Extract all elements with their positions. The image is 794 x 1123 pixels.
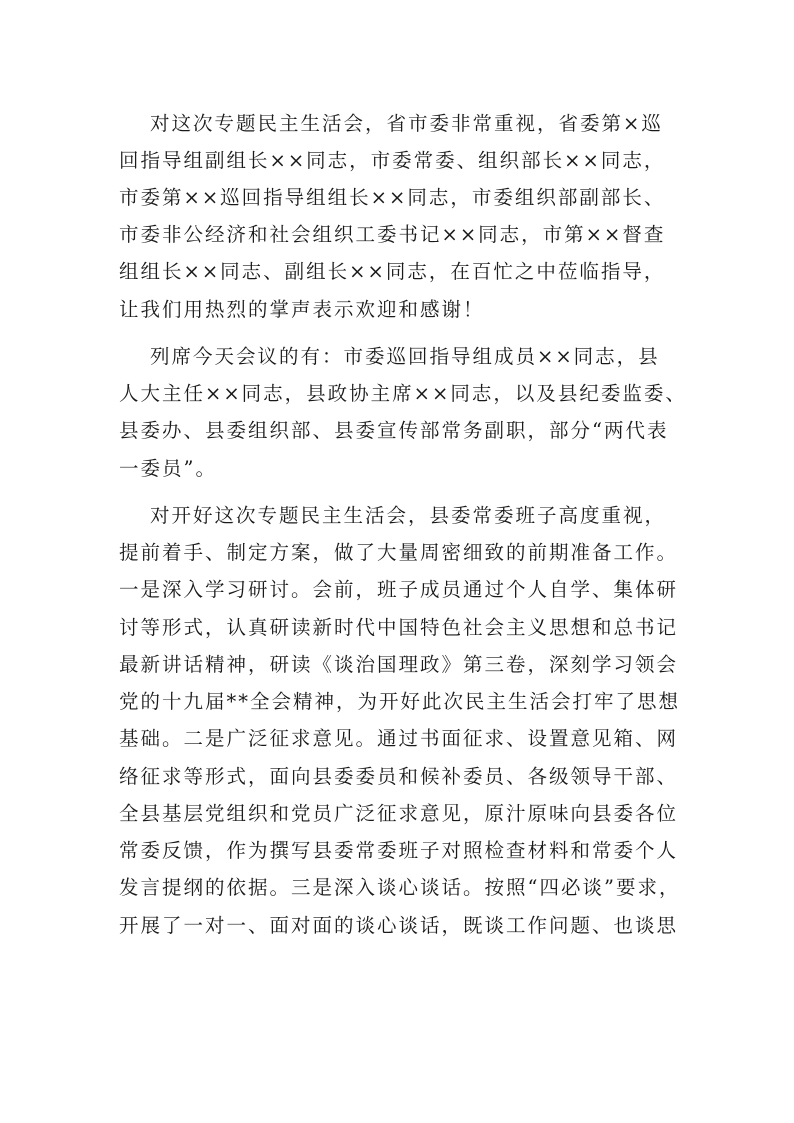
paragraph-2-line-3: 县委办、县委组织部、县委宣传部常务副职，部分“两代表 <box>119 419 669 442</box>
paragraph-3-line-6: 党的十九届**全会精神，为开好此次民主生活会打牢了思想 <box>119 690 681 713</box>
paragraph-1-line-4: 市委非公经济和社会组织工委书记××同志，市第××督查 <box>119 223 666 246</box>
paragraph-1-line-5: 组组长××同志、副组长××同志，在百忙之中莅临指导， <box>119 260 666 283</box>
paragraph-3-line-11: 发言提纲的依据。三是深入谈心谈话。按照“四必谈”要求， <box>119 876 681 899</box>
paragraph-3-line-7: 基础。二是广泛征求意见。通过书面征求、设置意见箱、网 <box>119 727 679 750</box>
paragraph-3-line-9: 全县基层党组织和党员广泛征求意见，原汁原味向县委各位 <box>119 802 679 825</box>
paragraph-2-line-2: 人大主任××同志，县政协主席××同志，以及县纪委监委、 <box>119 382 687 405</box>
paragraph-3-line-10: 常委反馈，作为撰写县委常委班子对照检查材料和常委个人 <box>119 839 679 862</box>
paragraph-3-line-1: 对开好这次专题民主生活会，县委常委班子高度重视， <box>150 504 667 527</box>
paragraph-3-line-12: 开展了一对一、面对面的谈心谈话，既谈工作问题、也谈思 <box>119 914 679 937</box>
paragraph-2-line-4: 一委员”。 <box>119 457 217 480</box>
paragraph-1-line-2: 回指导组副组长××同志，市委常委、组织部长××同志， <box>119 149 666 172</box>
paragraph-1-line-6: 让我们用热烈的掌声表示欢迎和感谢！ <box>119 298 485 321</box>
paragraph-3-line-8: 络征求等形式，面向县委委员和候补委员、各级领导干部、 <box>119 765 679 788</box>
paragraph-3-line-3: 一是深入学习研讨。会前，班子成员通过个人自学、集体研 <box>119 578 679 601</box>
paragraph-3-line-5: 最新讲话精神，研读《谈治国理政》第三卷，深刻学习领会 <box>119 653 679 676</box>
paragraph-3-line-4: 讨等形式，认真研读新时代中国特色社会主义思想和总书记 <box>119 616 679 639</box>
paragraph-1-line-1: 对这次专题民主生活会，省市委非常重视，省委第×巡 <box>150 112 663 135</box>
paragraph-3-line-2: 提前着手、制定方案，做了大量周密细致的前期准备工作。 <box>119 541 679 564</box>
paragraph-2-line-1: 列席今天会议的有：市委巡回指导组成员××同志，县 <box>150 345 660 368</box>
paragraph-1-line-3: 市委第××巡回指导组组长××同志，市委组织部副部长、 <box>119 186 666 209</box>
